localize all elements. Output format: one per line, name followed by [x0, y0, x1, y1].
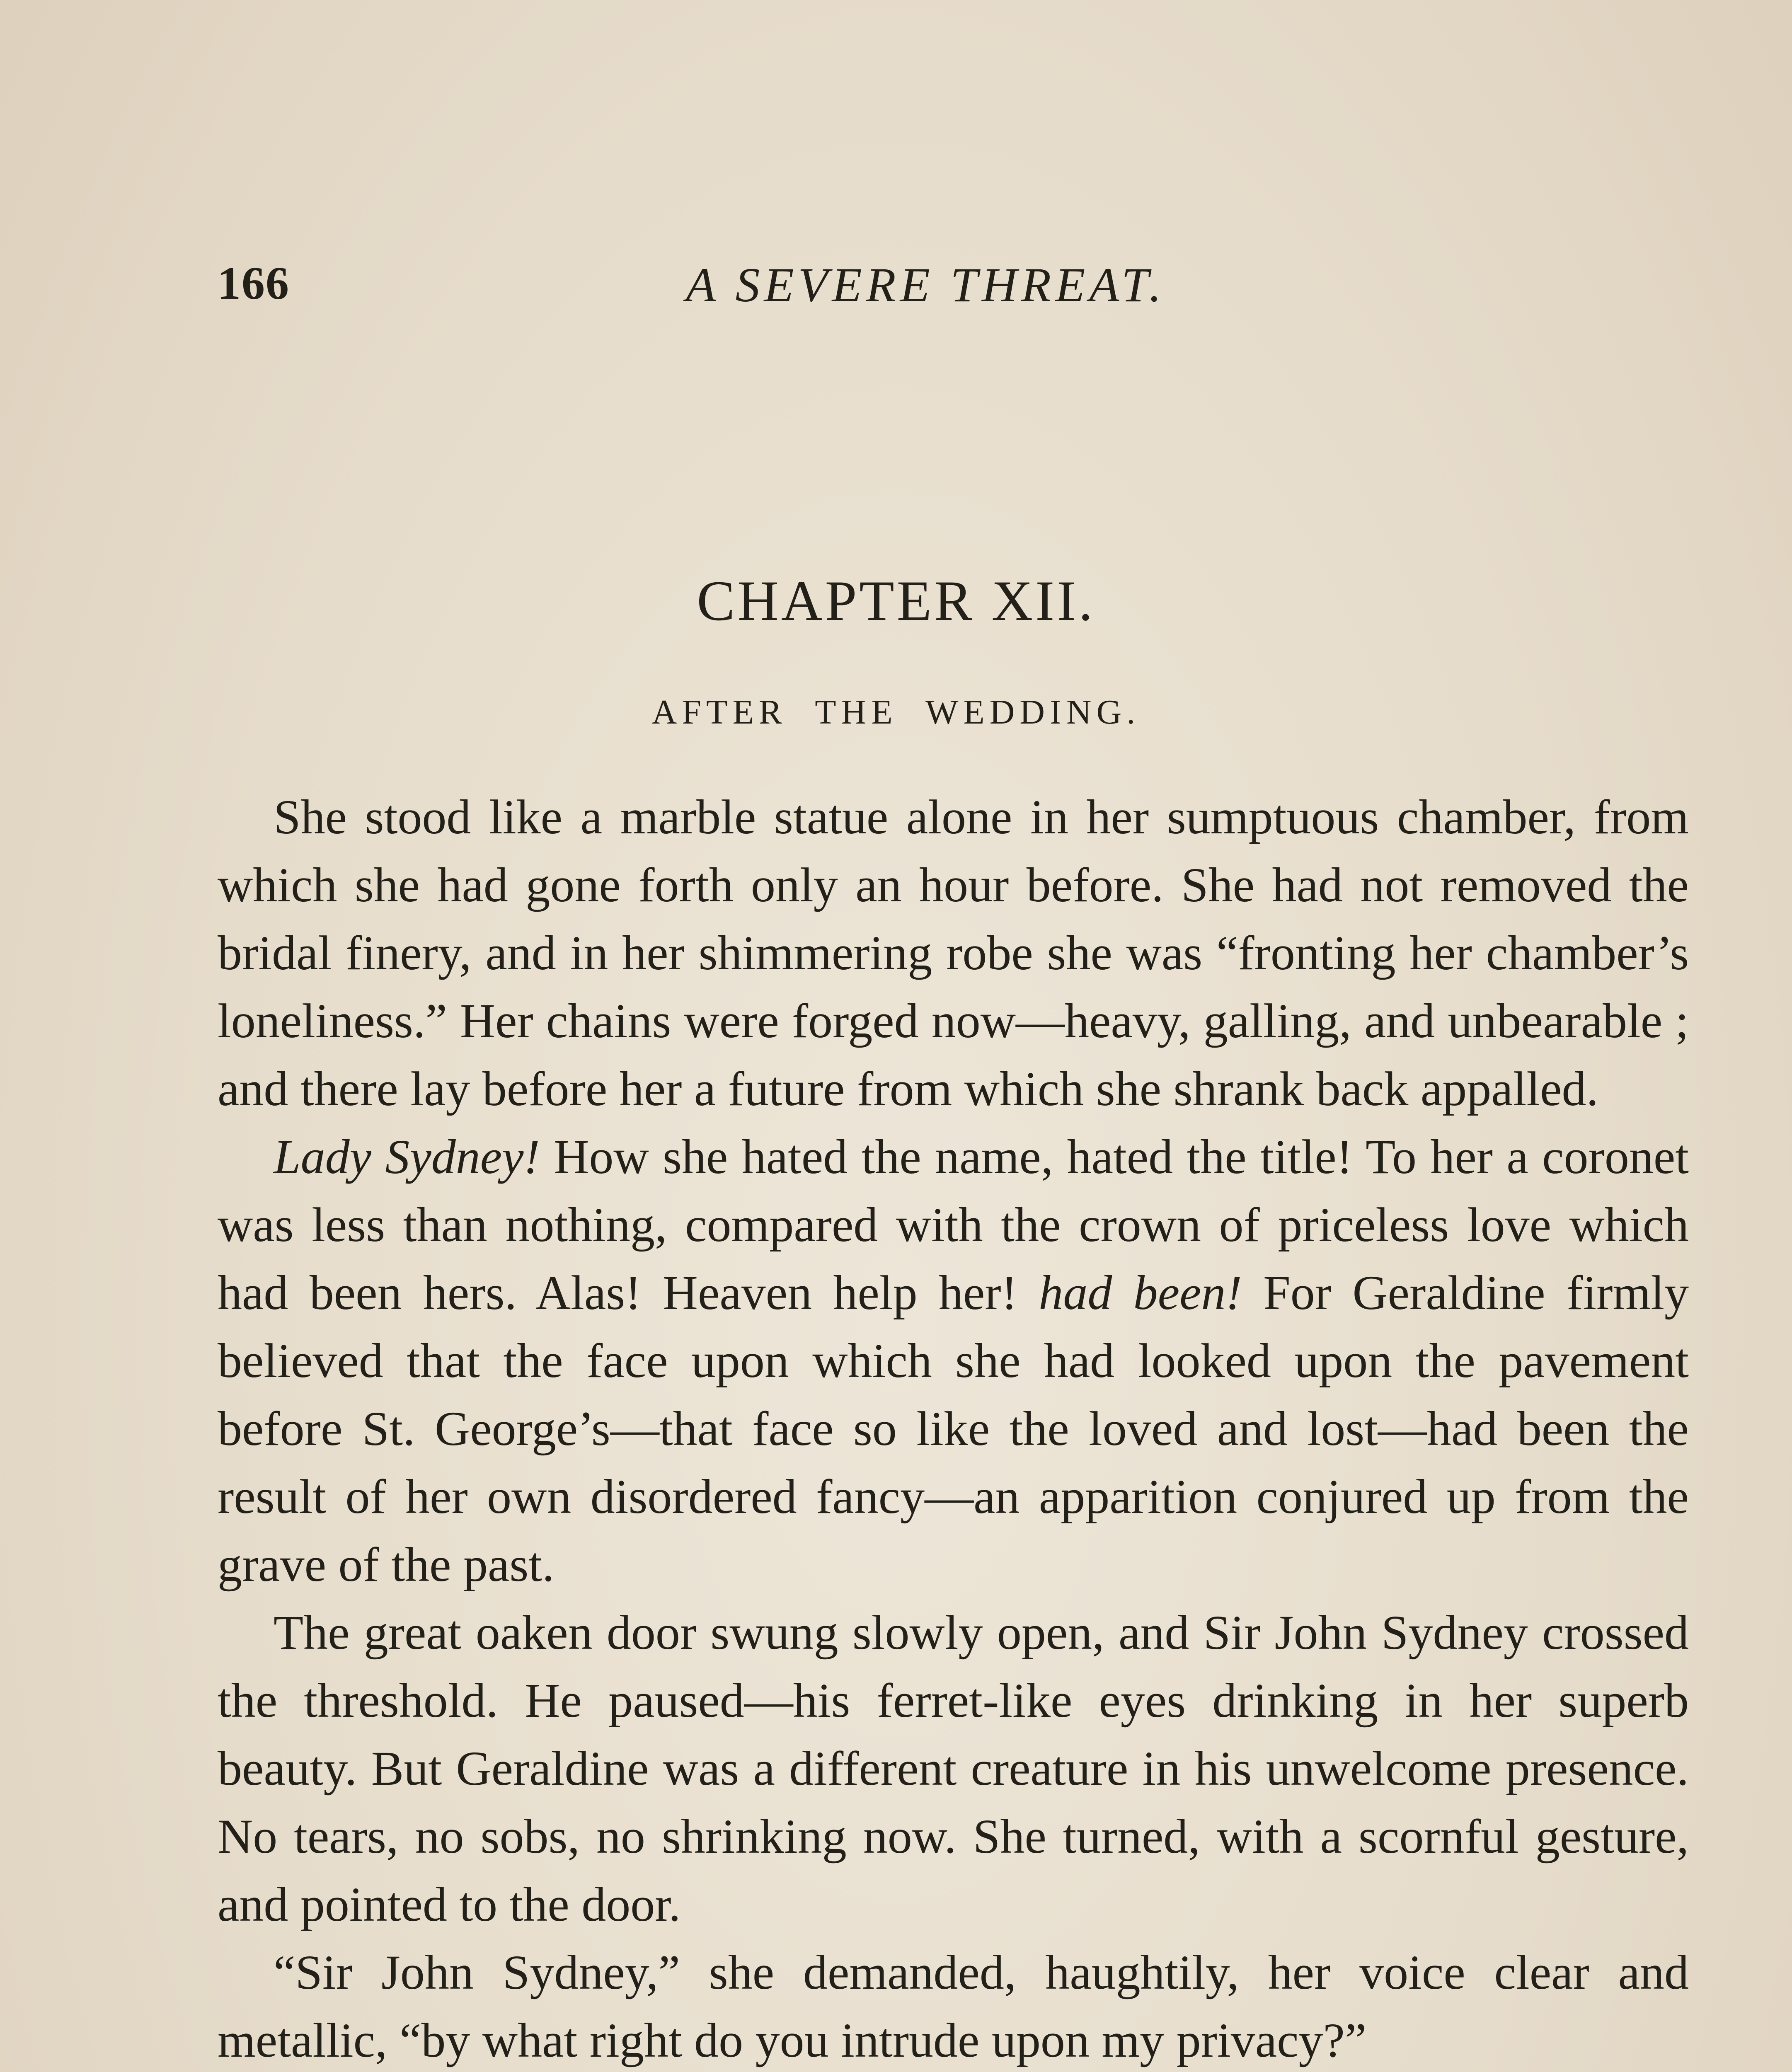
paragraph [218, 783, 1689, 1123]
paragraph-text: “Sir John Sydney,” she demanded, haughtily, her voice clear and metallic, “by what right do you intrude upon my privacy?” [218, 1945, 1689, 2067]
body-text [218, 783, 1689, 2072]
paragraph [218, 1123, 1689, 1599]
italic-text: Lady Sydney! [274, 1130, 540, 1184]
page-number: 166 [218, 258, 290, 309]
paragraph [218, 1939, 1689, 2072]
running-head [218, 257, 1689, 323]
paragraph-text: For Geraldine firmly believed that the face upon which she had looked upon the pavement before St. George’s—that face so like the loved and lost—had been the result of her own disordered fancy—an apparition conjured up from the grave of the past. [218, 1266, 1689, 1592]
italic-text: had been! [1039, 1266, 1242, 1320]
paragraph-text: The great oaken door swung slowly open, and Sir John Sydney crossed the threshold. He paused—his ferret-like eyes drinking in her superb beauty. But Geraldine was a different creature in his unwelcome presence. No tears, no sobs, no shrinking now. She turned, with a scornful gesture, and pointed to the door. [218, 1605, 1689, 1932]
running-title: A SEVERE THREAT. [686, 258, 1166, 312]
paragraph-text: She stood like a marble statue alone in her sumptuous chamber, from which she had gone forth only an hour before. She had not removed the bridal finery, and in her shimmering robe she was “fronting her chamber’s loneliness.” Her chains were forged now—heavy, galling, and unbearable ; and there lay before her a future from which she shrank back appalled. [218, 790, 1689, 1116]
chapter-title: CHAPTER XII. [697, 569, 1095, 632]
paragraph-text: How she hated the name, hated the title! To her a coronet was less than nothing, compared with the crown of priceless love which had been hers. Alas! Heaven help her! [218, 1130, 1689, 1320]
chapter-subtitle: AFTER THE WEDDING. [651, 693, 1141, 731]
paragraph [218, 1599, 1689, 1939]
